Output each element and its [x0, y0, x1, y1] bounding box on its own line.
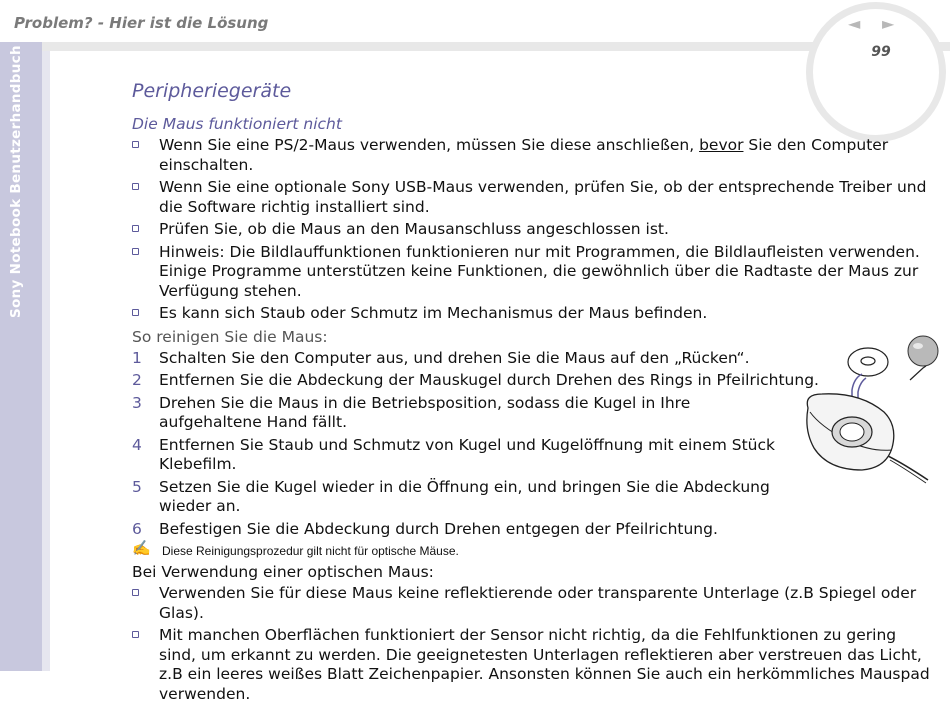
step-item: 4 Entfernen Sie Staub und Schmutz von Kugel und Kugelöffnung mit einem Stück Klebefilm.	[132, 435, 775, 473]
step-item: 1 Schalten Sie den Computer aus, und drehen Sie die Maus auf den „Rücken“.	[132, 348, 750, 367]
next-page-icon[interactable]: ►	[882, 14, 895, 33]
list-item: Wenn Sie eine optionale Sony USB-Maus verwenden, prüfen Sie, ob der entsprechende Treiber und die Software richtig installiert sind.	[132, 178, 932, 217]
step-item: 2 Entfernen Sie die Abdeckung der Mauskugel durch Drehen des Rings in Pfeilrichtung.	[132, 371, 819, 389]
pencil-note-icon: ✍	[132, 540, 151, 557]
step-item: 5 Setzen Sie die Kugel wieder in die Öffnung ein, und bringen Sie die Abdeckung wieder an.	[132, 477, 770, 515]
mouse-ball	[908, 336, 938, 366]
mouse-cleaning-illustration	[800, 330, 940, 490]
checkbox-bullet-icon	[132, 248, 139, 255]
list-item: Hinweis: Die Bildlauffunktionen funktionieren nur mit Programmen, die Bildlaufleisten verwenden. Einige Programme unterstützen keine Funktionen, die gewöhnlich über die Radtaste der Maus zur Verfügung stehen.	[132, 243, 932, 302]
note: ✍ Diese Reinigungsprozedur gilt nicht für optische Mäuse.	[132, 540, 459, 558]
checkbox-bullet-icon	[132, 183, 139, 190]
step-item: 3 Drehen Sie die Maus in die Betriebsposition, sodass die Kugel in Ihre aufgehaltene Hand fällt.	[132, 393, 691, 431]
checkbox-bullet-icon	[132, 225, 139, 232]
list-item: Wenn Sie eine PS/2-Maus verwenden, müssen Sie diese anschließen, bevor Sie den Computer einschalten.	[132, 136, 932, 175]
prev-page-icon[interactable]: ◄	[848, 14, 861, 33]
cleaning-intro: So reinigen Sie die Maus:	[132, 327, 328, 346]
checkbox-bullet-icon	[132, 631, 139, 638]
sidebar-title: Sony Notebook Benutzerhandbuch	[8, 45, 24, 318]
subsection-title: Die Maus funktioniert nicht	[132, 115, 342, 133]
page-number: 99	[871, 44, 891, 60]
list-item: Es kann sich Staub oder Schmutz im Mechanismus der Maus befinden.	[132, 304, 932, 324]
checkbox-bullet-icon	[132, 589, 139, 596]
breadcrumb[interactable]: Problem? - Hier ist die Lösung	[14, 14, 269, 32]
sidebar-edge	[42, 51, 50, 671]
list-item: Prüfen Sie, ob die Maus an den Mausanschluss angeschlossen ist.	[132, 220, 932, 240]
optical-intro: Bei Verwendung einer optischen Maus:	[132, 563, 434, 581]
section-title: Peripheriegeräte	[132, 80, 292, 102]
list-item: Mit manchen Oberflächen funktioniert der Sensor nicht richtig, da die Fehlfunktionen zu gering sind, um erkannt zu werden. Die geeignetesten Unterlagen reflektieren aber verstreuen das Licht, z.B ein leeres weißes Blatt Zeichenpapier. Ansonsten können Sie auch ein herkömmliches Mauspad verwenden.	[132, 626, 932, 704]
checkbox-bullet-icon	[132, 141, 139, 148]
checkbox-bullet-icon	[132, 309, 139, 316]
step-item: 6 Befestigen Sie die Abdeckung durch Drehen entgegen der Pfeilrichtung.	[132, 519, 718, 538]
list-item: Verwenden Sie für diese Maus keine reflektierende oder transparente Unterlage (z.B Spiegel oder Glas).	[132, 584, 932, 623]
top-divider	[0, 42, 950, 51]
bullet-list-optical	[132, 584, 932, 704]
bullet-list-mouse	[132, 136, 932, 324]
